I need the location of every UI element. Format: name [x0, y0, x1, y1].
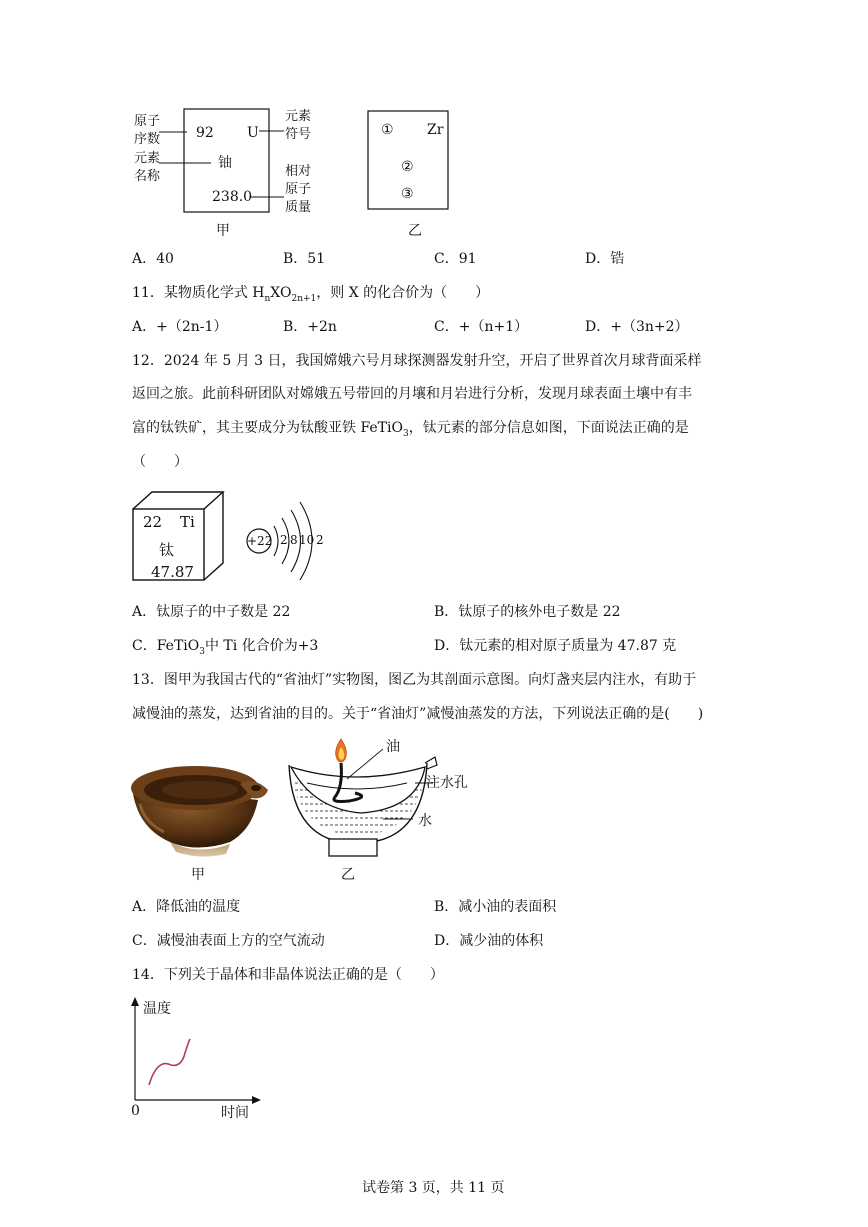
ti-number: 22 — [143, 513, 163, 531]
caption-yi: 乙 — [408, 223, 422, 239]
shell-arc-1 — [274, 526, 278, 556]
label-relative-mass: 相对 原子 质量 — [285, 164, 312, 215]
q11-option-c[interactable]: C．+（n+1） — [434, 319, 529, 335]
q12-option-a[interactable]: A．钛原子的中子数是 22 — [132, 604, 291, 620]
caption-lamp-jia: 甲 — [191, 867, 205, 883]
graph-xlabel: 时间 — [221, 1105, 249, 1121]
uranium-name: 铀 — [218, 155, 232, 171]
uranium-number: 92 — [196, 125, 214, 141]
x-axis-arrow-icon — [252, 1096, 261, 1104]
q13-line-2: 减慢油的蒸发，达到省油的目的。关于“省油灯”减慢油蒸发的方法，下列说法正确的是( ) — [132, 706, 704, 722]
zr-blank-1: ① — [381, 122, 394, 138]
page-footer: 试卷第 3 页，共 11 页 — [362, 1180, 505, 1196]
uranium-mass: 238.0 — [212, 189, 253, 205]
q12-line-4: （ ） — [132, 454, 188, 470]
zr-symbol: Zr — [427, 122, 444, 138]
caption-jia: 甲 — [216, 223, 230, 239]
q10-option-a[interactable]: A．40 — [132, 251, 174, 267]
q11-option-d[interactable]: D．+（3n+2） — [585, 319, 689, 335]
label-element-name: 元素 名称 — [134, 151, 161, 184]
oil-lamp-photo — [130, 760, 275, 860]
titanium-cube-side — [204, 492, 223, 580]
caption-lamp-yi: 乙 — [341, 867, 355, 883]
q12-line-1: 12．2024 年 5 月 3 日，我国嫦娥六号月球探测器发射升空，开启了世界首次月球背面采样 — [132, 353, 702, 369]
q13-option-a[interactable]: A．降低油的温度 — [132, 899, 241, 915]
ti-symbol: Ti — [180, 513, 195, 531]
temperature-curve — [149, 1039, 190, 1085]
titanium-cube-top — [133, 492, 223, 509]
q13-option-c[interactable]: C．减慢油表面上方的空气流动 — [132, 933, 325, 949]
label-element-symbol: 元素 符号 — [285, 109, 312, 142]
q10-option-b[interactable]: B．51 — [283, 251, 326, 267]
label-oil: 油 — [386, 739, 400, 755]
label-atomic-number: 原子 序数 — [134, 114, 161, 147]
label-water-hole: 注水孔 — [426, 775, 468, 791]
q12-line-3: 富的钛铁矿，其主要成分为钛酸亚铁 FeTiO$_3$，钛元素的部分信息如图，下面说法正确的是 — [132, 420, 689, 439]
ti-shell-3: 10 — [299, 533, 315, 547]
q11-option-b[interactable]: B．+2n — [283, 319, 337, 335]
q12-option-d[interactable]: D．钛元素的相对原子质量为 47.87 克 — [434, 638, 677, 654]
ti-name: 钛 — [159, 541, 175, 559]
label-water: 水 — [418, 813, 432, 829]
ti-nucleus-charge: +22 — [247, 534, 273, 548]
q12-option-b[interactable]: B．钛原子的核外电子数是 22 — [434, 604, 621, 620]
ti-shell-4: 2 — [316, 533, 324, 547]
ti-shell-1: 2 — [280, 533, 288, 547]
q14-stem: 14．下列关于晶体和非晶体说法正确的是（ ） — [132, 967, 444, 983]
q13-line-1: 13．图甲为我国古代的“省油灯”实物图，图乙为其剖面示意图。向灯盏夹层内注水，有助于 — [132, 672, 697, 688]
q11-stem: 11．某物质化学式 $H_nXO_{2n+1}$，则 X 的化合价为（ ） — [132, 285, 490, 304]
ti-shell-2: 8 — [290, 533, 298, 547]
graph-origin: 0 — [131, 1103, 140, 1119]
uranium-symbol: U — [247, 125, 259, 141]
q12-line-2: 返回之旅。此前科研团队对嫦娥五号带回的月壤和月岩进行分析，发现月球表面土壤中有丰 — [132, 386, 692, 402]
graph-ylabel: 温度 — [143, 1001, 171, 1017]
q10-option-d[interactable]: D．锆 — [585, 251, 625, 267]
zr-blank-2: ② — [401, 159, 414, 175]
q13-option-b[interactable]: B．减小油的表面积 — [434, 899, 557, 915]
q11-option-a[interactable]: A．+（2n-1） — [132, 319, 228, 335]
ti-mass: 47.87 — [151, 563, 194, 581]
q12-option-c[interactable]: C．FeTiO$_3$中 Ti 化合价为+3 — [132, 638, 319, 657]
q10-option-c[interactable]: C．91 — [434, 251, 477, 267]
q13-option-d[interactable]: D．减少油的体积 — [434, 933, 544, 949]
oil-lamp-cross-section — [285, 735, 475, 860]
y-axis-arrow-icon — [131, 997, 139, 1006]
zr-blank-3: ③ — [401, 186, 414, 202]
